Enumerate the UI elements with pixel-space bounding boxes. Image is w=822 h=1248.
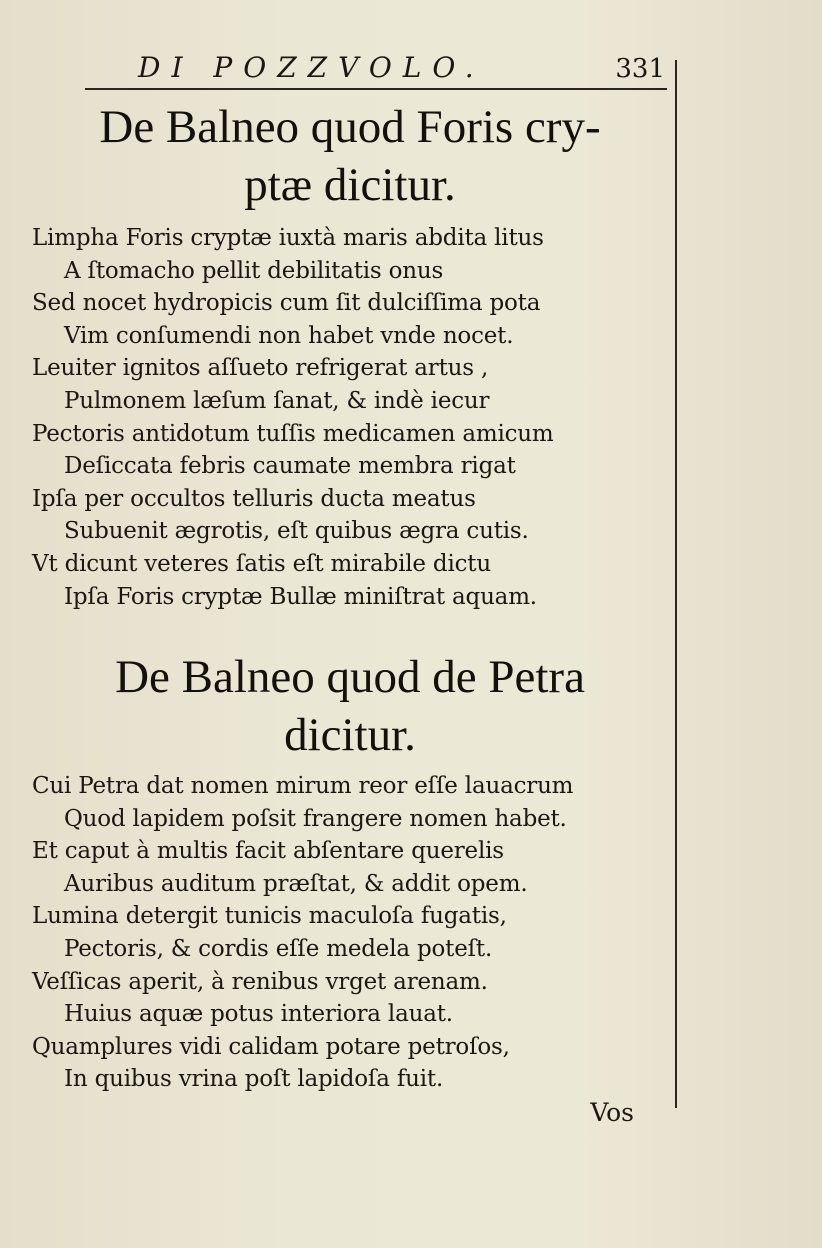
verse-line: Quamplures vidi calidam potare petroſos,	[32, 1033, 510, 1060]
heading-line: ptæ dicitur.	[244, 159, 456, 211]
verse-line: Quod lapidem poſsit frangere nomen habet.	[64, 805, 567, 832]
margin-rule	[675, 60, 677, 1108]
verse-line: Pectoris antidotum tuſſis medicamen amicum	[32, 420, 554, 447]
verse-line: Vim conſumendi non habet vnde nocet.	[64, 322, 514, 349]
verse-line: Veſſicas aperit, à renibus vrget arenam.	[32, 968, 488, 995]
verse-line: Pectoris, & cordis eſſe medela poteſt.	[64, 935, 493, 962]
verse-line: A ſtomacho pellit debilitatis onus	[64, 257, 444, 284]
verse-line: In quibus vrina poſt lapidoſa fuit.	[64, 1066, 444, 1093]
verse-line: Vt dicunt veteres ſatis eſt mirabile dictu	[32, 550, 491, 577]
verse-line: Sed nocet hydropicis cum ſit dulciſſima pota	[32, 290, 541, 317]
verse-line: Cui Petra dat nomen mirum reor eſſe lauacrum	[32, 773, 574, 799]
verse-line: Auribus auditum præſtat, & addit opem.	[64, 870, 528, 897]
page-number: 331	[615, 54, 665, 84]
verse-line: Subuenit ægrotis, eſt quibus ægra cutis.	[64, 518, 529, 545]
heading-line: De Balneo quod Foris cry-	[99, 101, 601, 153]
catchword: Vos	[590, 1098, 634, 1127]
verse-line: Deſiccata febris caumate membra rigat	[64, 453, 516, 480]
running-title: DI POZZVOLO.	[138, 51, 485, 84]
verse-line: Ipſa per occultos telluris ducta meatus	[32, 485, 476, 512]
header-rule	[85, 88, 667, 90]
verse-line: Et caput à multis facit abſentare querelis	[32, 838, 504, 865]
poem	[32, 222, 672, 613]
heading-line: De Balneo quod de Petra	[115, 651, 585, 703]
heading-line: dicitur.	[284, 709, 416, 761]
section-heading	[30, 98, 670, 214]
verse-line: Pulmonem læſum ſanat, & indè iecur	[64, 387, 490, 414]
verse-line: Ipſa Foris cryptæ Bullæ miniſtrat aquam.	[64, 583, 537, 610]
verse-line: Huius aquæ potus interiora lauat.	[64, 1001, 453, 1028]
verse-line: Lumina detergit tunicis maculoſa fugatis,	[32, 903, 507, 930]
poem	[32, 770, 672, 1096]
section-heading	[30, 648, 670, 764]
verse-line: Leuiter ignitos aſſueto refrigerat artus ,	[32, 355, 489, 382]
verse-line: Limpha Foris cryptæ iuxtà maris abdita litus	[32, 225, 544, 251]
running-header	[120, 48, 675, 88]
